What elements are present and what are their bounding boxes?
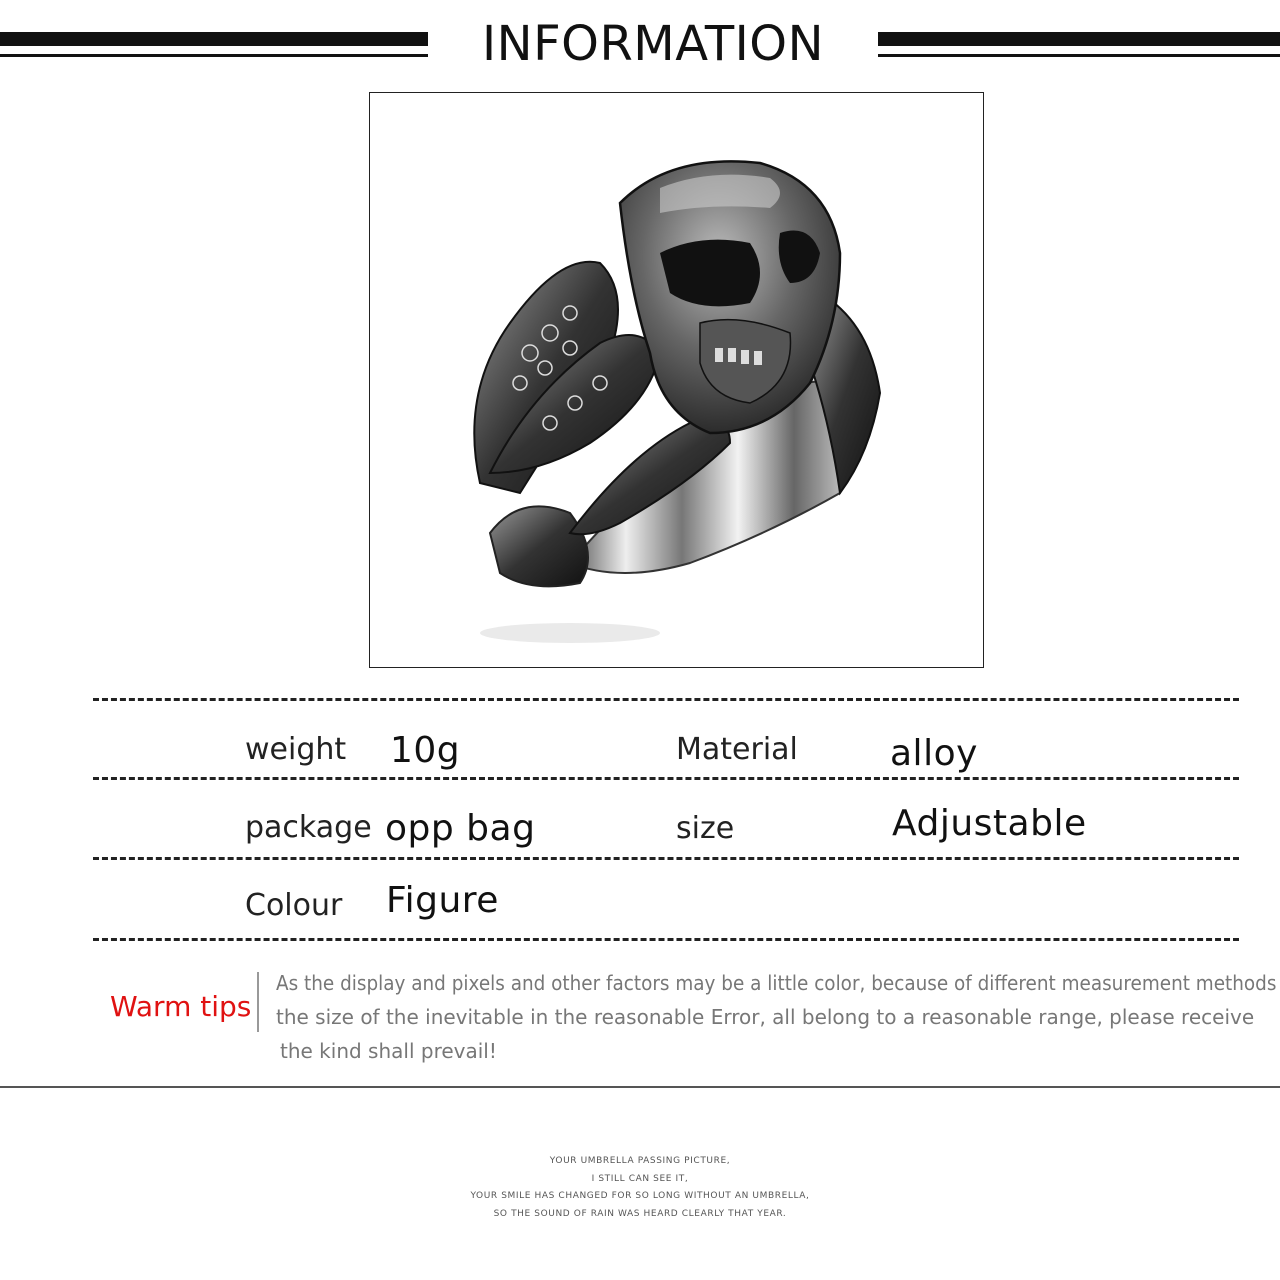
page-title: INFORMATION (482, 16, 824, 72)
header-bar-left-thin (0, 54, 428, 57)
colour-value: Figure (386, 880, 499, 921)
footer-line-2: I STILL CAN SEE IT, (591, 1174, 689, 1184)
product-image-frame (369, 92, 984, 668)
header-bar-right-thin (878, 54, 1280, 57)
colour-label: Colour (245, 888, 343, 923)
footer-line-3: YOUR SMILE HAS CHANGED FOR SO LONG WITHOUT AN UMBRELLA, (470, 1191, 810, 1201)
weight-label: weight (245, 732, 347, 767)
weight-value: 10g (390, 730, 461, 771)
header-bar-left-thick (0, 32, 428, 46)
material-label: Material (676, 732, 798, 767)
bottom-rule (0, 1086, 1280, 1088)
warm-tips-line-3: the kind shall prevail! (280, 1039, 497, 1063)
footer-line-1: YOUR UMBRELLA PASSING PICTURE, (549, 1156, 731, 1166)
warm-tips-line-2: the size of the inevitable in the reasonable Error, all belong to a reasonable range, please receive (276, 1005, 1255, 1029)
skull-claw-ring-icon (370, 93, 982, 666)
warm-tips-title: Warm tips (110, 990, 252, 1023)
material-value: alloy (890, 733, 978, 774)
dashed-divider-3 (93, 857, 1239, 860)
size-value: Adjustable (892, 803, 1087, 844)
warm-tips-divider (257, 972, 259, 1032)
footer-line-4: SO THE SOUND OF RAIN WAS HEARD CLEARLY THAT YEAR. (493, 1209, 787, 1219)
header-bar-right-thick (878, 32, 1280, 46)
dashed-divider-1 (93, 698, 1239, 701)
package-label: package (245, 810, 372, 845)
warm-tips-line-1: As the display and pixels and other factors may be a little color, because of different measurement methods (276, 971, 1277, 995)
package-value: opp bag (385, 808, 536, 849)
dashed-divider-2 (93, 777, 1239, 780)
size-label: size (676, 811, 735, 846)
dashed-divider-4 (93, 938, 1239, 941)
